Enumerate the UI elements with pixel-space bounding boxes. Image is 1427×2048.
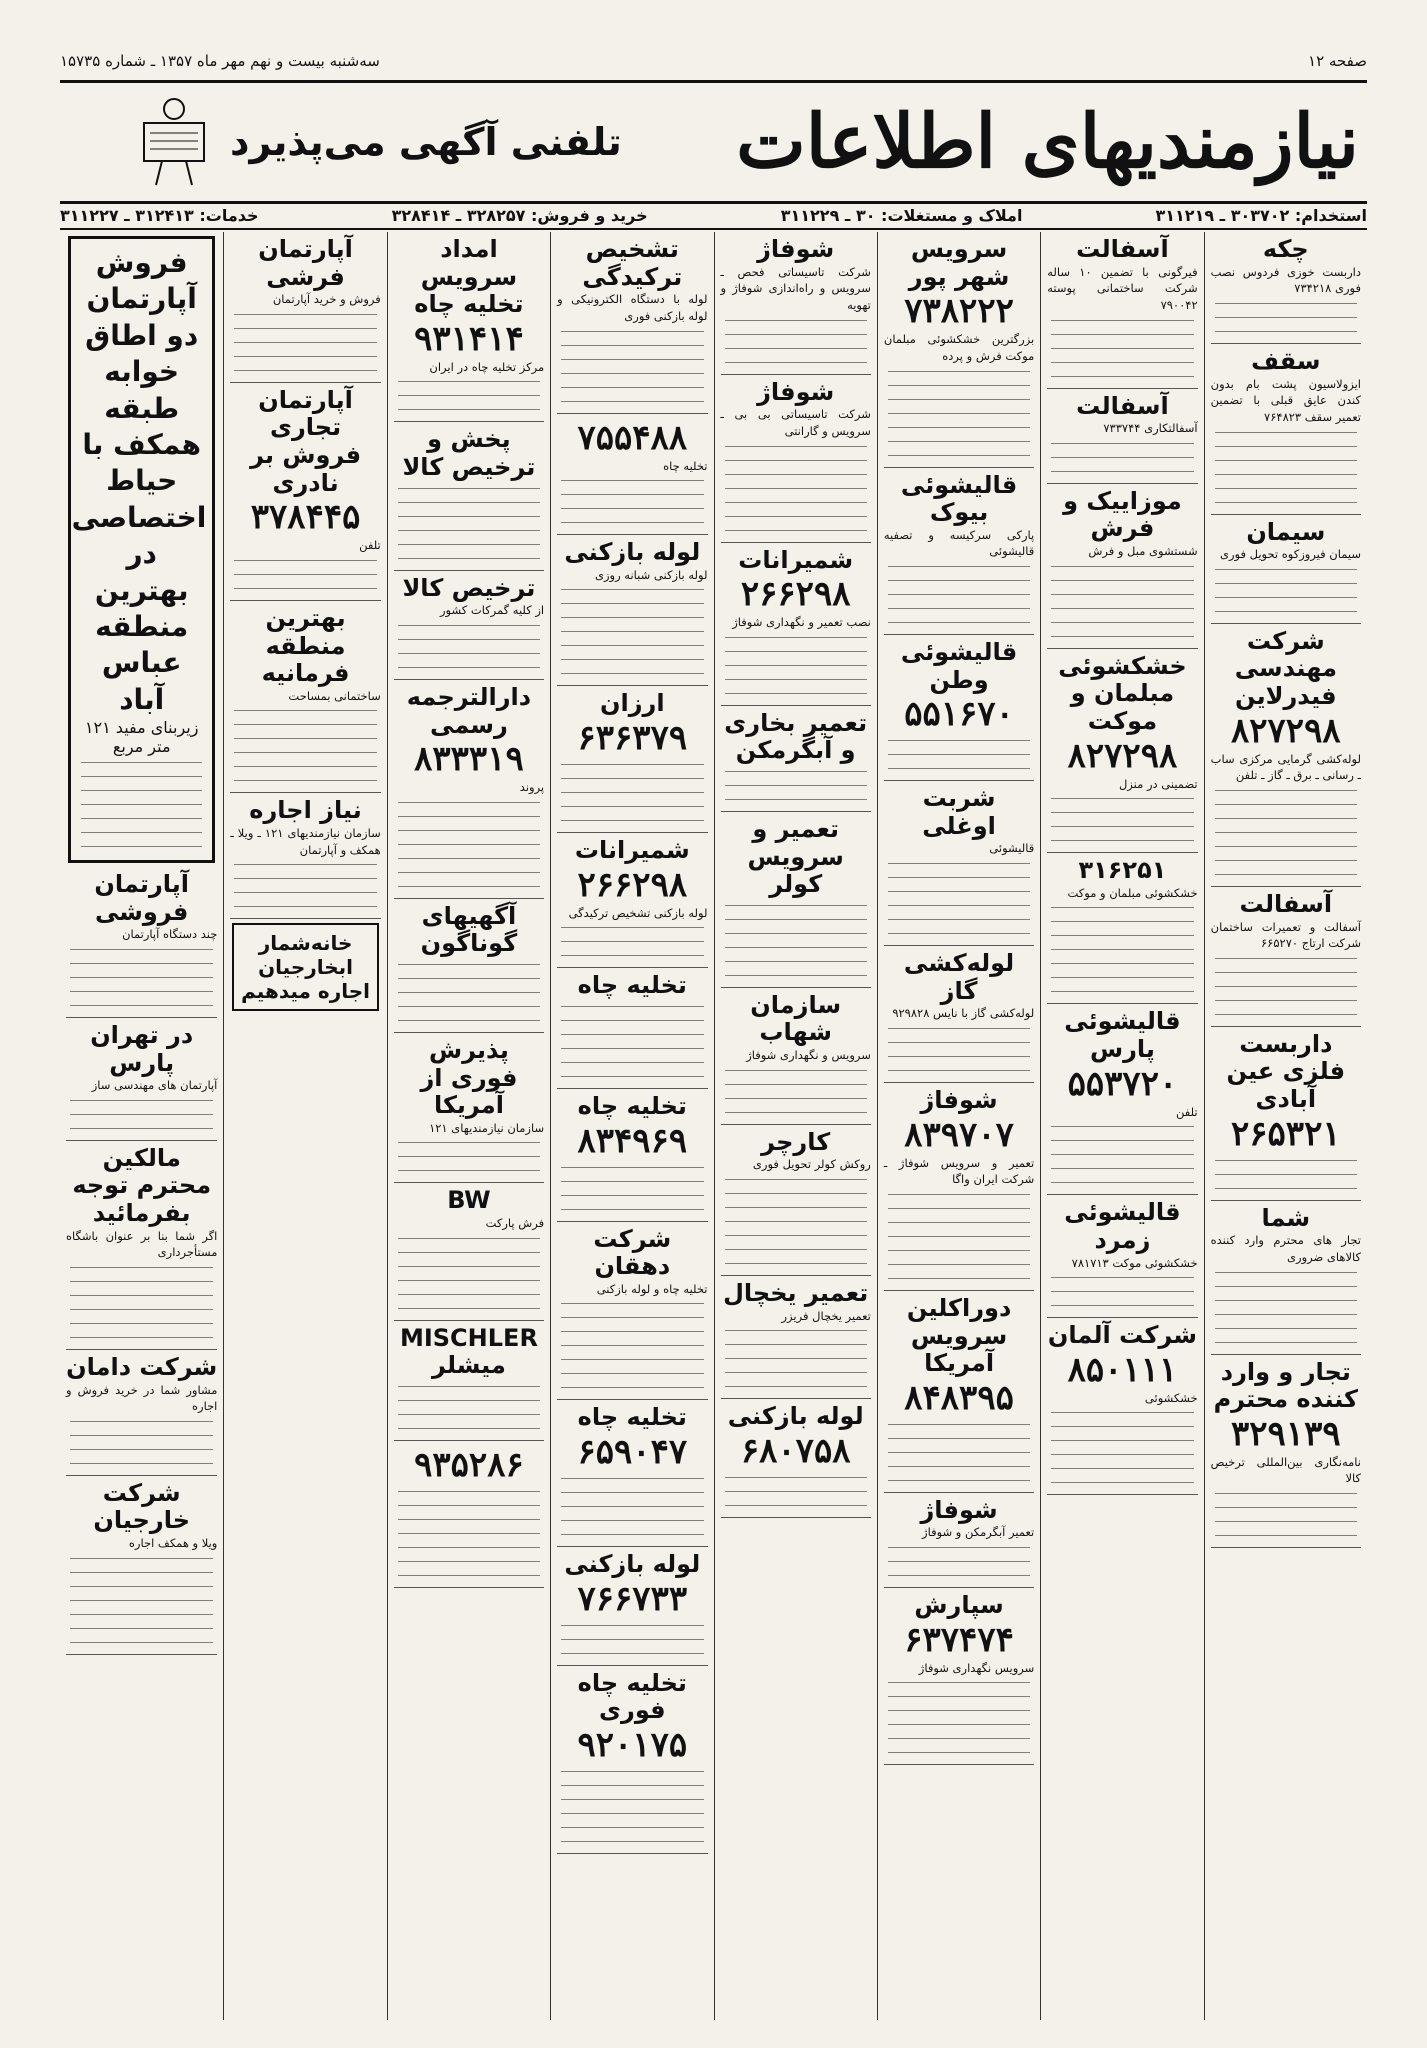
ad-heading: لوله بازکنی (564, 538, 701, 567)
masthead (60, 80, 1367, 204)
ad-text-lines (1215, 1272, 1357, 1344)
ad-heading: در تهران پارس (90, 1020, 194, 1077)
ad-body: لوله بازکنی تشخیص ترکیدگی (568, 905, 708, 920)
ad-text-lines (725, 1330, 867, 1388)
ad-heading: آپارتمان فرشی (258, 235, 353, 291)
classified-ad (721, 375, 871, 543)
classified-ad (1047, 1318, 1197, 1495)
classified-ad (721, 1125, 871, 1276)
ad-text-lines (398, 802, 540, 888)
ad-body: سازمان نیازمندیهای ۱۲۱ ـ ویلا ـ همکف و آپارتمان (230, 825, 381, 857)
ad-text-lines (398, 964, 540, 1022)
masthead-title: نیازمندیهای اطلاعات (736, 99, 1359, 185)
ad-column-2 (1040, 232, 1203, 2020)
ad-heading: آپارتمان فروشی (94, 870, 190, 926)
ad-text-lines (1215, 1160, 1357, 1190)
ad-heading: موزاییک و فرش (1063, 486, 1182, 543)
ad-text-lines (561, 480, 703, 524)
classified-ad (394, 680, 544, 899)
category-buy-sell: خرید و فروش: ۳۲۸۲۵۷ ـ ۳۲۸۴۱۴ (391, 205, 648, 225)
ad-text-lines (888, 863, 1030, 935)
classified-ad (721, 812, 871, 988)
ad-heading: شرکت مهندسی فیدرلاین (1234, 626, 1337, 710)
ad-text-lines (398, 1491, 540, 1577)
classified-ad (884, 635, 1034, 781)
classified-ad (884, 1493, 1034, 1588)
ad-phone: ۳۷۸۴۴۵ (250, 497, 361, 538)
ad-text-lines (1051, 443, 1193, 473)
classified-ad (1047, 389, 1197, 484)
classified-ad (721, 232, 871, 375)
classified-ad (66, 1018, 217, 1141)
top-line (60, 48, 1367, 74)
ad-body: پارکی سرکیسه و تصفیه قالیشوئی (883, 527, 1035, 559)
ad-heading: قالیشوئی پارس (1064, 1007, 1181, 1064)
ad-heading: امداد سرویس تخلیه چاه (414, 235, 524, 319)
newspaper-reader-icon (130, 93, 218, 189)
classified-ad (1211, 1027, 1361, 1201)
ad-body: خشکشوئی مبلمان و موکت (1067, 885, 1198, 900)
ad-heading: تجار و وارد کننده محترم (1213, 1357, 1359, 1414)
classified-ad (884, 781, 1034, 946)
classified-ad (557, 1222, 707, 1401)
ad-heading: آسفالت (1239, 889, 1333, 918)
ad-text-lines (725, 1179, 867, 1265)
ad-phone: ۸۳۹۷۰۷ (904, 1114, 1014, 1155)
ad-text-lines (1051, 798, 1193, 842)
ad-text-lines (725, 320, 867, 364)
ad-text-lines (1051, 1126, 1193, 1184)
ad-heading: شرکت دهقان (593, 1224, 672, 1281)
ad-phone: ۵۵۳۷۲۰ (1067, 1063, 1178, 1104)
ad-body: ساختمانی بمساحت (288, 688, 381, 703)
ad-heading: شمیرانات (738, 545, 854, 574)
ad-body: خشکشوئی موکت ۷۸۱۷۱۳ (1071, 1255, 1198, 1270)
ad-text-lines (561, 331, 703, 403)
ad-heading: لوله بازکنی (564, 1549, 701, 1578)
ad-body: فروش و خرید آپارتمان (272, 292, 381, 307)
ad-body: تعمیر آبگرمکن و شوفاژ (922, 1525, 1035, 1540)
ad-text-lines (888, 1682, 1030, 1754)
ad-heading: شوفاژ (757, 235, 835, 263)
ad-text-lines (888, 1194, 1030, 1280)
ad-text-lines (81, 762, 202, 848)
ad-body: زیربنای مفید ۱۲۱ متر مربع (84, 718, 199, 757)
classified-ad (721, 543, 871, 706)
ad-text-lines (234, 864, 376, 908)
ad-column-6 (387, 232, 550, 2020)
classified-ad (1047, 853, 1197, 1004)
ad-body: تلفن (359, 538, 381, 553)
ad-text-lines (1215, 569, 1357, 613)
classified-ad (1211, 887, 1361, 1027)
ad-phone: ۵۵۱۶۷۰ (904, 694, 1014, 735)
classified-ad (557, 686, 707, 833)
ad-body: سازمان نیازمندیهای ۱۲۱ (429, 1120, 545, 1135)
ad-text-lines (1215, 958, 1357, 1016)
ad-text-lines (70, 1421, 213, 1465)
ad-body: تجار های محترم وارد کننده کالاهای ضروری (1210, 1233, 1361, 1264)
ad-column-4 (714, 232, 877, 2020)
ad-phone: ۸۲۷۲۹۸ (1067, 735, 1178, 776)
ad-text-lines (561, 1167, 703, 1211)
ad-phone: ۸۲۷۲۹۸ (1231, 710, 1341, 751)
ad-heading: سیمان (1246, 517, 1326, 546)
ad-body: پروند (519, 780, 545, 795)
classified-ad (1047, 649, 1197, 853)
classified-ad (557, 1089, 707, 1222)
ad-heading: تعمیر یخچال (723, 1278, 869, 1307)
ad-heading: نیاز اجاره (249, 796, 362, 825)
ad-phone: ۸۴۸۳۹۵ (904, 1377, 1014, 1418)
classified-ad (884, 1291, 1034, 1493)
ad-body: شرکت تاسیساتی فحص ـ سرویس و راه‌اندازی شوفاژ و تهویه (720, 264, 871, 312)
ad-heading: شرکت آلمان (1047, 1321, 1197, 1350)
classified-ad (230, 793, 380, 919)
ad-phone: ۷۳۸۲۲۲ (904, 291, 1014, 332)
classified-ad (68, 236, 215, 863)
classified-ad (1211, 344, 1361, 515)
classified-ad (557, 1547, 707, 1666)
ad-heading: کارچر (761, 1127, 831, 1156)
classified-ad (394, 1321, 544, 1441)
ad-body: ویلا و همکف اجاره (128, 1536, 218, 1551)
ad-text-lines (725, 1477, 867, 1507)
ad-heading: آگهیهای گوناگون (420, 901, 518, 958)
ad-text-lines (70, 949, 213, 1007)
masthead-subtitle: تلفنی آگهی می‌پذیرد (230, 120, 622, 164)
ad-phone: ۲۶۶۲۹۸ (740, 574, 851, 615)
ad-text-lines (1051, 566, 1193, 638)
classified-ad (557, 968, 707, 1089)
classified-ad (721, 988, 871, 1125)
ad-text-lines (1215, 790, 1357, 876)
ad-text-lines (398, 1386, 540, 1430)
ad-body: شرکت تاسیساتی بی بی ـ سرویس و گارانتی (720, 407, 871, 438)
ad-heading: آپارتمان تجاری فروش بر نادری (250, 385, 362, 497)
ad-body: تخلیه چاه (663, 458, 708, 473)
ad-text-lines (398, 1238, 540, 1310)
ad-phone: ۷۵۵۴۸۸ (577, 417, 688, 458)
classified-ad (557, 1400, 707, 1547)
classified-ad (230, 232, 380, 383)
classified-ad (1047, 484, 1197, 649)
ad-heading: تخلیه چاه (577, 971, 687, 1000)
classified-ad (394, 571, 544, 680)
ad-text-lines (561, 1771, 703, 1843)
ad-text-lines (398, 1142, 540, 1172)
ad-body: لوله‌کشی گرمایی مرکزی ساب ـ رسانی ـ برق ـ گاز ـ تلفن (1210, 751, 1361, 783)
ad-text-lines (234, 710, 376, 782)
classified-ad (1211, 515, 1361, 624)
classified-ad (230, 601, 380, 793)
foreigners-rental-banner: خانه‌شمار ابخارجیان اجاره میدهیم (232, 923, 378, 1011)
ad-text-lines (1215, 303, 1357, 333)
ad-text-lines (725, 446, 867, 532)
ad-body: فیرگونی با تضمین ۱۰ ساله شرکت ساختمانی پوسته ۷۹۰۰۴۲ (1047, 264, 1198, 312)
ad-body: سرویس و نگهداری شوفاژ (746, 1047, 871, 1062)
ad-body: سرویس نگهداری شوفاژ (918, 1660, 1035, 1675)
ad-heading: شرکت خارجیان (93, 1478, 191, 1535)
ad-text-lines (561, 1625, 703, 1655)
ad-heading: پذیرش فوری از آمریکا (420, 1035, 518, 1120)
classified-ad (721, 1276, 871, 1399)
ad-body: تضمینی در منزل (1118, 776, 1198, 791)
category-services: خدمات: ۳۱۲۴۱۳ ـ ۳۱۱۲۲۷ (60, 205, 259, 225)
ad-text-lines (1051, 1412, 1193, 1484)
ad-text-lines (1051, 320, 1193, 378)
classified-ad (1047, 232, 1197, 389)
ad-body: فرش پارکت (485, 1216, 545, 1230)
ad-body: خشکشوئی (1144, 1390, 1198, 1405)
category-bar (60, 202, 1367, 230)
ad-body: لوله بازکنی شبانه روزی (594, 567, 708, 582)
ad-body: لوله با دستگاه الکترونیکی و لوله بازکنی فوری (557, 292, 708, 323)
ad-body: قالیشوئی (989, 841, 1035, 856)
ad-heading: شوفاژ (757, 377, 835, 406)
ad-phone: ۸۳۴۹۶۹ (577, 1120, 688, 1161)
classified-ad (721, 706, 871, 812)
ad-heading: ۳۱۶۲۵۱ (1078, 856, 1167, 885)
classified-ad (557, 535, 707, 686)
classified-ad (557, 232, 707, 414)
classified-ad (721, 1399, 871, 1518)
ad-heading: قالیشوئی بیوک (900, 470, 1018, 527)
ad-heading: ارزان (600, 689, 665, 718)
ad-phone: ۲۶۶۲۹۸ (577, 864, 688, 905)
ad-phone: ۲۶۵۳۲۱ (1231, 1113, 1341, 1154)
ad-body: آسفالتکاری ۷۳۳۷۴۴ (1103, 421, 1198, 436)
ad-phone: ۷۶۶۷۳۳ (577, 1578, 688, 1619)
ad-column-8 (60, 232, 223, 2020)
category-real-estate: املاک و مستغلات: ۳۰ ـ ۳۱۱۲۲۹ (780, 205, 1023, 225)
ad-phone: ۹۳۵۲۸۶ (414, 1444, 524, 1485)
classified-ad (884, 1588, 1034, 1765)
ad-heading: تعمیر و سرویس کولر (747, 815, 844, 899)
ad-text-lines (888, 1424, 1030, 1482)
ad-column-5 (550, 232, 713, 2020)
ad-body: لوله‌کشی گاز با نایس ۹۲۹۸۲۸ (892, 1006, 1035, 1021)
ad-column-7 (223, 232, 386, 2020)
ad-heading: آسفالت (1076, 235, 1169, 263)
ad-text-lines (561, 589, 703, 675)
classified-ad (557, 833, 707, 968)
classified-ad (1211, 1201, 1361, 1355)
ad-heading: ترخیص کالا (402, 573, 536, 602)
category-employment: استخدام: ۳۰۳۷۰۲ ـ ۳۱۱۲۱۹ (1155, 205, 1367, 225)
ad-heading: شوفاژ (920, 1085, 998, 1114)
ad-text-lines (398, 488, 540, 560)
classified-ad (66, 1476, 217, 1655)
ad-heading: سازمان شهاب (750, 990, 842, 1047)
ad-heading: شرکت دامان (66, 1352, 218, 1381)
ad-body: شستشوی مبل و فرش (1088, 544, 1198, 559)
ad-text-lines (561, 927, 703, 957)
ad-heading: شما (1261, 1203, 1311, 1232)
page-label: صفحه ۱۲ (1308, 52, 1367, 70)
classified-ad (394, 232, 544, 422)
ad-body: مرکز تخلیه چاه در ایران (429, 359, 545, 374)
ad-text-lines (234, 560, 376, 590)
ad-phone: ۸۳۳۳۱۹ (414, 739, 524, 780)
ad-text-lines (1051, 1277, 1193, 1307)
ad-text-lines (561, 1006, 703, 1078)
ad-text-lines (561, 764, 703, 822)
ad-heading: داربست فلزی عین آبادی (1226, 1029, 1346, 1114)
ad-text-lines (888, 1028, 1030, 1072)
ad-text-lines (725, 1070, 867, 1114)
ad-body: ایزولاسیون پشت بام بدون کندن عایق قبلی با تضمین تعمیر سقف ۷۶۴۸۲۳ (1210, 376, 1361, 424)
ad-phone: ۹۲۰۱۷۵ (577, 1724, 688, 1765)
ad-text-lines (725, 771, 867, 801)
classified-ad (557, 1666, 707, 1854)
ad-column-1 (1204, 232, 1367, 2020)
classified-ad (394, 1033, 544, 1183)
ad-text-lines (725, 637, 867, 695)
ad-heading: تعمیر بخاری و آبگرمکن (724, 708, 868, 765)
ad-text-lines (70, 1100, 213, 1130)
ads-grid (60, 232, 1367, 2020)
ad-heading: شوفاژ (920, 1495, 998, 1524)
ad-phone: ۳۲۹۱۳۹ (1231, 1413, 1341, 1454)
ad-heading: قالیشوئی وطن (900, 638, 1018, 694)
ad-text-lines (725, 905, 867, 977)
ad-phone: ۹۳۱۴۱۴ (414, 318, 524, 359)
ad-body: بزرگترین خشکشوئی مبلمان موکت فرش و پرده (883, 332, 1035, 363)
classified-ad (557, 414, 707, 536)
ad-text-lines (398, 625, 540, 669)
ad-body: تخلیه چاه و لوله بازکنی (596, 1281, 708, 1296)
ad-text-lines (1215, 432, 1357, 504)
ad-heading: سقف (1251, 346, 1321, 375)
ad-phone: ۶۸۰۷۵۸ (740, 1430, 851, 1471)
ad-phone: ۶۵۹۰۴۷ (577, 1431, 688, 1472)
ad-body: آپارتمان های مهندسی ساز (91, 1078, 218, 1093)
ad-heading: پخش و ترخیص کالا (402, 425, 536, 482)
ad-heading: مالکین محترم توجه بفرمائید (72, 1143, 212, 1227)
ad-heading: سپارش (914, 1590, 1004, 1619)
classified-ad (1047, 1004, 1197, 1195)
classified-ad (394, 1441, 544, 1588)
ad-text-lines (561, 1478, 703, 1536)
ad-body: سیمان فیروزکوه تحویل فوری (1220, 547, 1361, 562)
ad-body: اگر شما بنا بر عنوان باشگاه مستأجرداری (66, 1228, 218, 1260)
ad-heading: چکه (1262, 235, 1309, 263)
classified-ad (1211, 232, 1361, 344)
ad-body: نامه‌نگاری بین‌المللی ترخیص کالا (1210, 1454, 1361, 1486)
ad-text-lines (70, 1558, 213, 1644)
ad-heading: خشکشوئی مبلمان و موکت (1058, 651, 1187, 735)
ad-heading: دارالترجمه رسمی (406, 682, 532, 739)
ad-phone: ۶۳۶۳۷۹ (577, 718, 688, 759)
ad-body: تعمیر و سرویس شوفاژ ـ شرکت ایران واگا (883, 1155, 1035, 1187)
classified-ad (1047, 1195, 1197, 1318)
classified-ad (66, 1141, 217, 1350)
classified-ad (884, 232, 1034, 468)
ad-text-lines (1215, 1493, 1357, 1537)
ad-heading: شمیرانات (574, 836, 690, 865)
ad-heading: تخلیه چاه (577, 1403, 687, 1432)
ad-heading: آسفالت (1076, 391, 1169, 420)
ad-body: تعمیر یخچال فریزر (781, 1308, 871, 1323)
ad-text-lines (398, 381, 540, 411)
classified-ad (66, 1350, 217, 1476)
ad-body: داربست خوزی فردوس نصب فوری ۷۳۴۲۱۸ (1210, 264, 1361, 296)
ad-heading: تخلیه چاه (577, 1091, 687, 1120)
classified-ad (884, 468, 1034, 636)
classified-ad (1211, 624, 1361, 887)
ad-heading: BW (447, 1186, 491, 1215)
ad-heading: بهترین منطقه فرمانیه (261, 603, 350, 688)
classified-ad (394, 1183, 544, 1320)
classified-ad (1211, 1355, 1361, 1549)
ad-heading: سرویس شهر پور (908, 235, 1010, 291)
ad-heading: MISCHLER میشلر (399, 1323, 538, 1380)
ad-body: چند دستگاه آپارتمان (122, 927, 218, 942)
ad-body: تلفن (1176, 1104, 1198, 1119)
ad-text-lines (888, 1547, 1030, 1577)
classified-ad (394, 422, 544, 570)
ad-phone: ۸۵۰۱۱۱ (1067, 1349, 1178, 1390)
ad-text-lines (234, 314, 376, 372)
ad-body: نصب تعمیر و نگهداری شوفاژ (732, 615, 871, 630)
ad-text-lines (1051, 907, 1193, 993)
ad-body: از کلیه گمرکات کشور (439, 603, 545, 618)
ad-text-lines (888, 566, 1030, 624)
classified-ad (884, 1083, 1034, 1291)
ad-text-lines (70, 1267, 213, 1339)
ad-heading: تشخیص ترکیدگی (582, 235, 683, 291)
ad-heading: فروش آپارتمان دو اطاق خوابه طبقه همکف با حیاط اختصاصی در بهترین منطقه عباس آباد (71, 246, 207, 716)
ad-heading: لوله‌کشی گاز (903, 949, 1015, 1005)
ad-text-lines (888, 371, 1030, 457)
ad-heading: دوراکلین سرویس آمریکا (906, 1293, 1012, 1378)
ad-body: روکش کولر تحویل فوری (752, 1157, 871, 1172)
ad-body: مشاور شما در خرید فروش و اجاره (66, 1382, 218, 1414)
classified-ad (394, 899, 544, 1033)
ad-phone: ۶۳۷۴۷۴ (904, 1619, 1014, 1660)
ad-text-lines (561, 1303, 703, 1389)
ad-text-lines (888, 740, 1030, 770)
classified-ad (884, 946, 1034, 1083)
ad-body: آسفالت و تعمیرات ساختمان شرکت ارتاج ۶۶۵۲۷۰ (1210, 919, 1361, 951)
issue-line: سه‌شنبه بیست و نهم مهر ماه ۱۳۵۷ ـ شماره ۱۵۷۳۵ (60, 52, 380, 70)
classified-ad (66, 867, 217, 1018)
ad-heading: لوله بازکنی (727, 1402, 864, 1431)
ad-heading: قالیشوئی زمرد (1064, 1198, 1181, 1254)
ad-heading: شربت اوغلی (922, 784, 996, 840)
classified-ad (230, 383, 380, 601)
ad-heading: تخلیه چاه فوری (577, 1668, 687, 1725)
ad-column-3 (877, 232, 1040, 2020)
